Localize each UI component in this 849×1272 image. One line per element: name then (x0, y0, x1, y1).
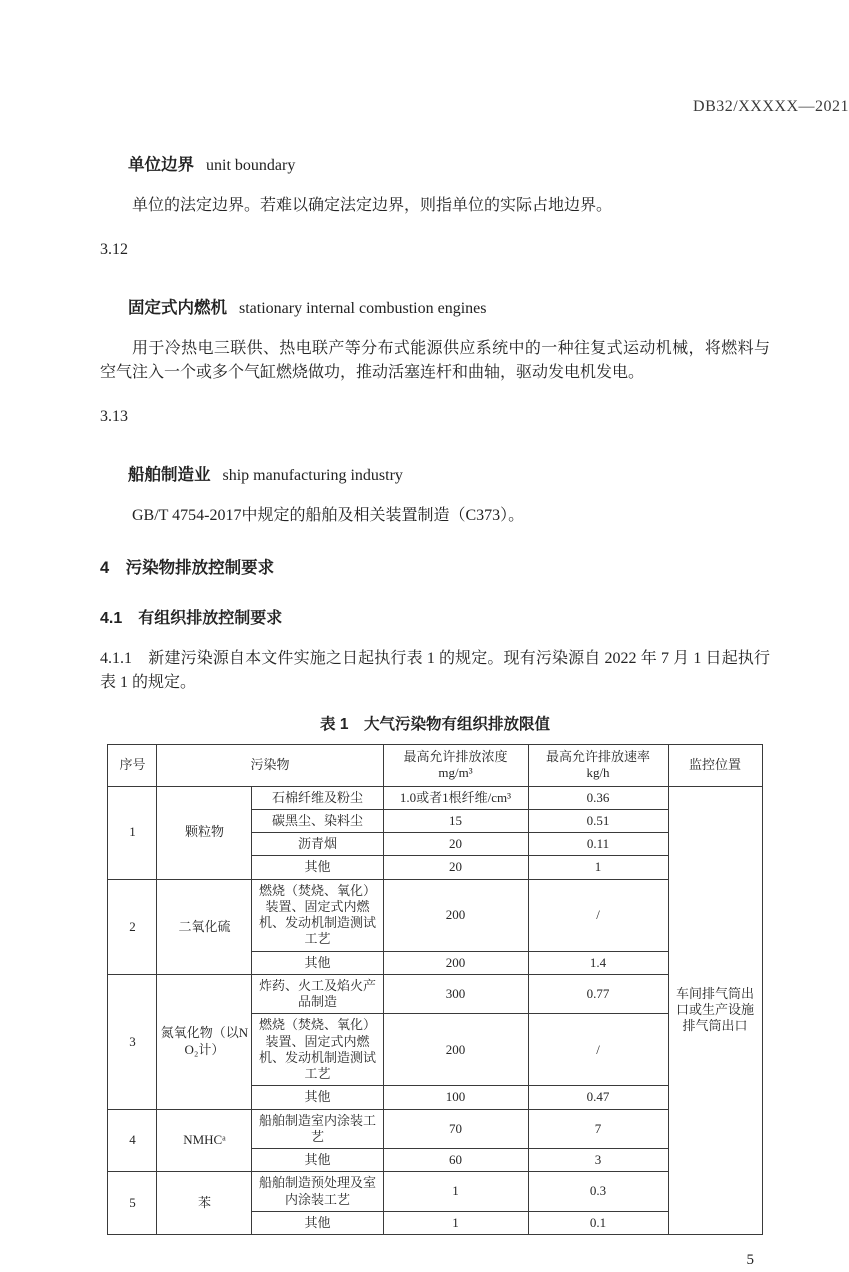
table-row (108, 1172, 762, 1212)
term-en: stationary internal combustion engines (239, 300, 487, 317)
cell-no: 2 (108, 879, 157, 974)
header-concentration-label: 最高允许排放浓度 (403, 749, 508, 764)
cell-monitoring: 车间排气筒出口或生产设施排气筒出口 (668, 786, 762, 1235)
cell-process: 船舶制造预处理及室内涂装工艺 (252, 1172, 383, 1212)
cell-rate: 0.77 (528, 974, 668, 1014)
term-stationary-ice-definition: 用于冷热电三联供、热电联产等分布式能源供应系统中的一种往复式运动机械，将燃料与空气注入一个或多个气缸燃烧做功，推动活塞连杆和曲轴，驱动发电机发电。 (100, 340, 770, 381)
cell-process: 其他 (252, 1211, 383, 1234)
table-row (108, 786, 762, 809)
cell-process: 燃烧（焚烧、氧化）装置、固定式内燃机、发动机制造测试工艺 (252, 879, 383, 951)
cell-process: 石棉纤维及粉尘 (252, 786, 383, 809)
cell-concentration: 1.0或者1根纤维/cm³ (383, 786, 528, 809)
cell-concentration: 200 (383, 1014, 528, 1086)
paragraph-4-1-1: 4.1.1 新建污染源自本文件实施之日起执行表 1 的规定。现有污染源自 2022 年 7 月 1 日起执行表 1 的规定。 (100, 649, 770, 691)
header-rate-label: 最高允许排放速率 (545, 749, 650, 764)
cell-concentration: 20 (383, 833, 528, 856)
cell-rate: 0.51 (528, 809, 668, 832)
cell-concentration: 20 (383, 856, 528, 879)
header-concentration-unit: mg/m³ (438, 765, 473, 781)
cell-rate: 3 (528, 1149, 668, 1172)
cell-rate: 7 (528, 1109, 668, 1149)
table-row (108, 879, 762, 951)
cell-pollutant: NMHCᵃ (157, 1109, 252, 1172)
cell-rate: / (528, 879, 668, 951)
clause-3-12: 3.12 (100, 241, 128, 258)
cell-concentration: 100 (383, 1086, 528, 1109)
term-unit-boundary-definition: 单位的法定边界。若难以确定法定边界，则指单位的实际占地边界。 (132, 197, 613, 214)
term-unit-boundary (100, 153, 770, 178)
cell-process: 沥青烟 (252, 833, 383, 856)
header-pollutant: 污染物 (157, 745, 383, 787)
term-cn: 单位边界 (128, 156, 194, 174)
term-en: unit boundary (206, 157, 296, 174)
cell-process: 其他 (252, 856, 383, 879)
cell-concentration: 60 (383, 1149, 528, 1172)
cell-rate: 0.36 (528, 786, 668, 809)
cell-rate: 1.4 (528, 951, 668, 974)
cell-no: 3 (108, 974, 157, 1109)
term-ship-manufacturing (100, 463, 770, 488)
cell-process: 其他 (252, 1149, 383, 1172)
table-row (108, 1109, 762, 1149)
cell-pollutant: 颗粒物 (157, 786, 252, 879)
cell-process: 炸药、火工及焰火产品制造 (252, 974, 383, 1014)
cell-concentration: 200 (383, 879, 528, 951)
table-row (108, 974, 762, 1014)
cell-no: 4 (108, 1109, 157, 1172)
cell-concentration: 70 (383, 1109, 528, 1149)
doc-number: DB32/XXXXX—2021 (693, 98, 849, 115)
header-rate-unit: kg/h (586, 765, 610, 781)
table-header-row (108, 745, 762, 787)
cell-process: 燃烧（焚烧、氧化）装置、固定式内燃机、发动机制造测试工艺 (252, 1014, 383, 1086)
cell-rate: 1 (528, 856, 668, 879)
term-cn: 船舶制造业 (128, 466, 211, 484)
cell-concentration: 1 (383, 1172, 528, 1212)
cell-process: 其他 (252, 951, 383, 974)
cell-pollutant: 苯 (157, 1172, 252, 1235)
cell-rate: / (528, 1014, 668, 1086)
cell-concentration: 15 (383, 809, 528, 832)
header-monitoring: 监控位置 (668, 745, 762, 787)
cell-rate: 0.47 (528, 1086, 668, 1109)
cell-rate: 0.1 (528, 1211, 668, 1234)
cell-pollutant: 氮氧化物（以NO₂计） (157, 974, 252, 1109)
cell-process: 船舶制造室内涂装工艺 (252, 1109, 383, 1149)
cell-concentration: 300 (383, 974, 528, 1014)
header-rate (528, 745, 668, 787)
term-stationary-ice (100, 296, 770, 321)
cell-no: 5 (108, 1172, 157, 1235)
term-ship-manufacturing-definition: GB/T 4754-2017中规定的船舶及相关装置制造（C373）。 (132, 507, 525, 524)
heading-section-4: 4 污染物排放控制要求 (100, 559, 275, 577)
clause-3-13: 3.13 (100, 408, 128, 425)
header-no: 序号 (108, 745, 157, 787)
term-en: ship manufacturing industry (222, 467, 403, 484)
cell-concentration: 200 (383, 951, 528, 974)
cell-concentration: 1 (383, 1211, 528, 1234)
term-cn: 固定式内燃机 (128, 299, 227, 317)
table-caption: 表 1 大气污染物有组织排放限值 (320, 715, 550, 733)
page-content (100, 153, 770, 1272)
emission-limits-table (107, 744, 762, 1235)
header-concentration (383, 745, 528, 787)
cell-rate: 0.3 (528, 1172, 668, 1212)
cell-process: 其他 (252, 1086, 383, 1109)
cell-rate: 0.11 (528, 833, 668, 856)
heading-section-4-1: 4.1 有组织排放控制要求 (100, 609, 283, 627)
cell-pollutant: 二氧化硫 (157, 879, 252, 974)
page-number: 5 (746, 1252, 754, 1268)
cell-process: 碳黑尘、染料尘 (252, 809, 383, 832)
cell-no: 1 (108, 786, 157, 879)
